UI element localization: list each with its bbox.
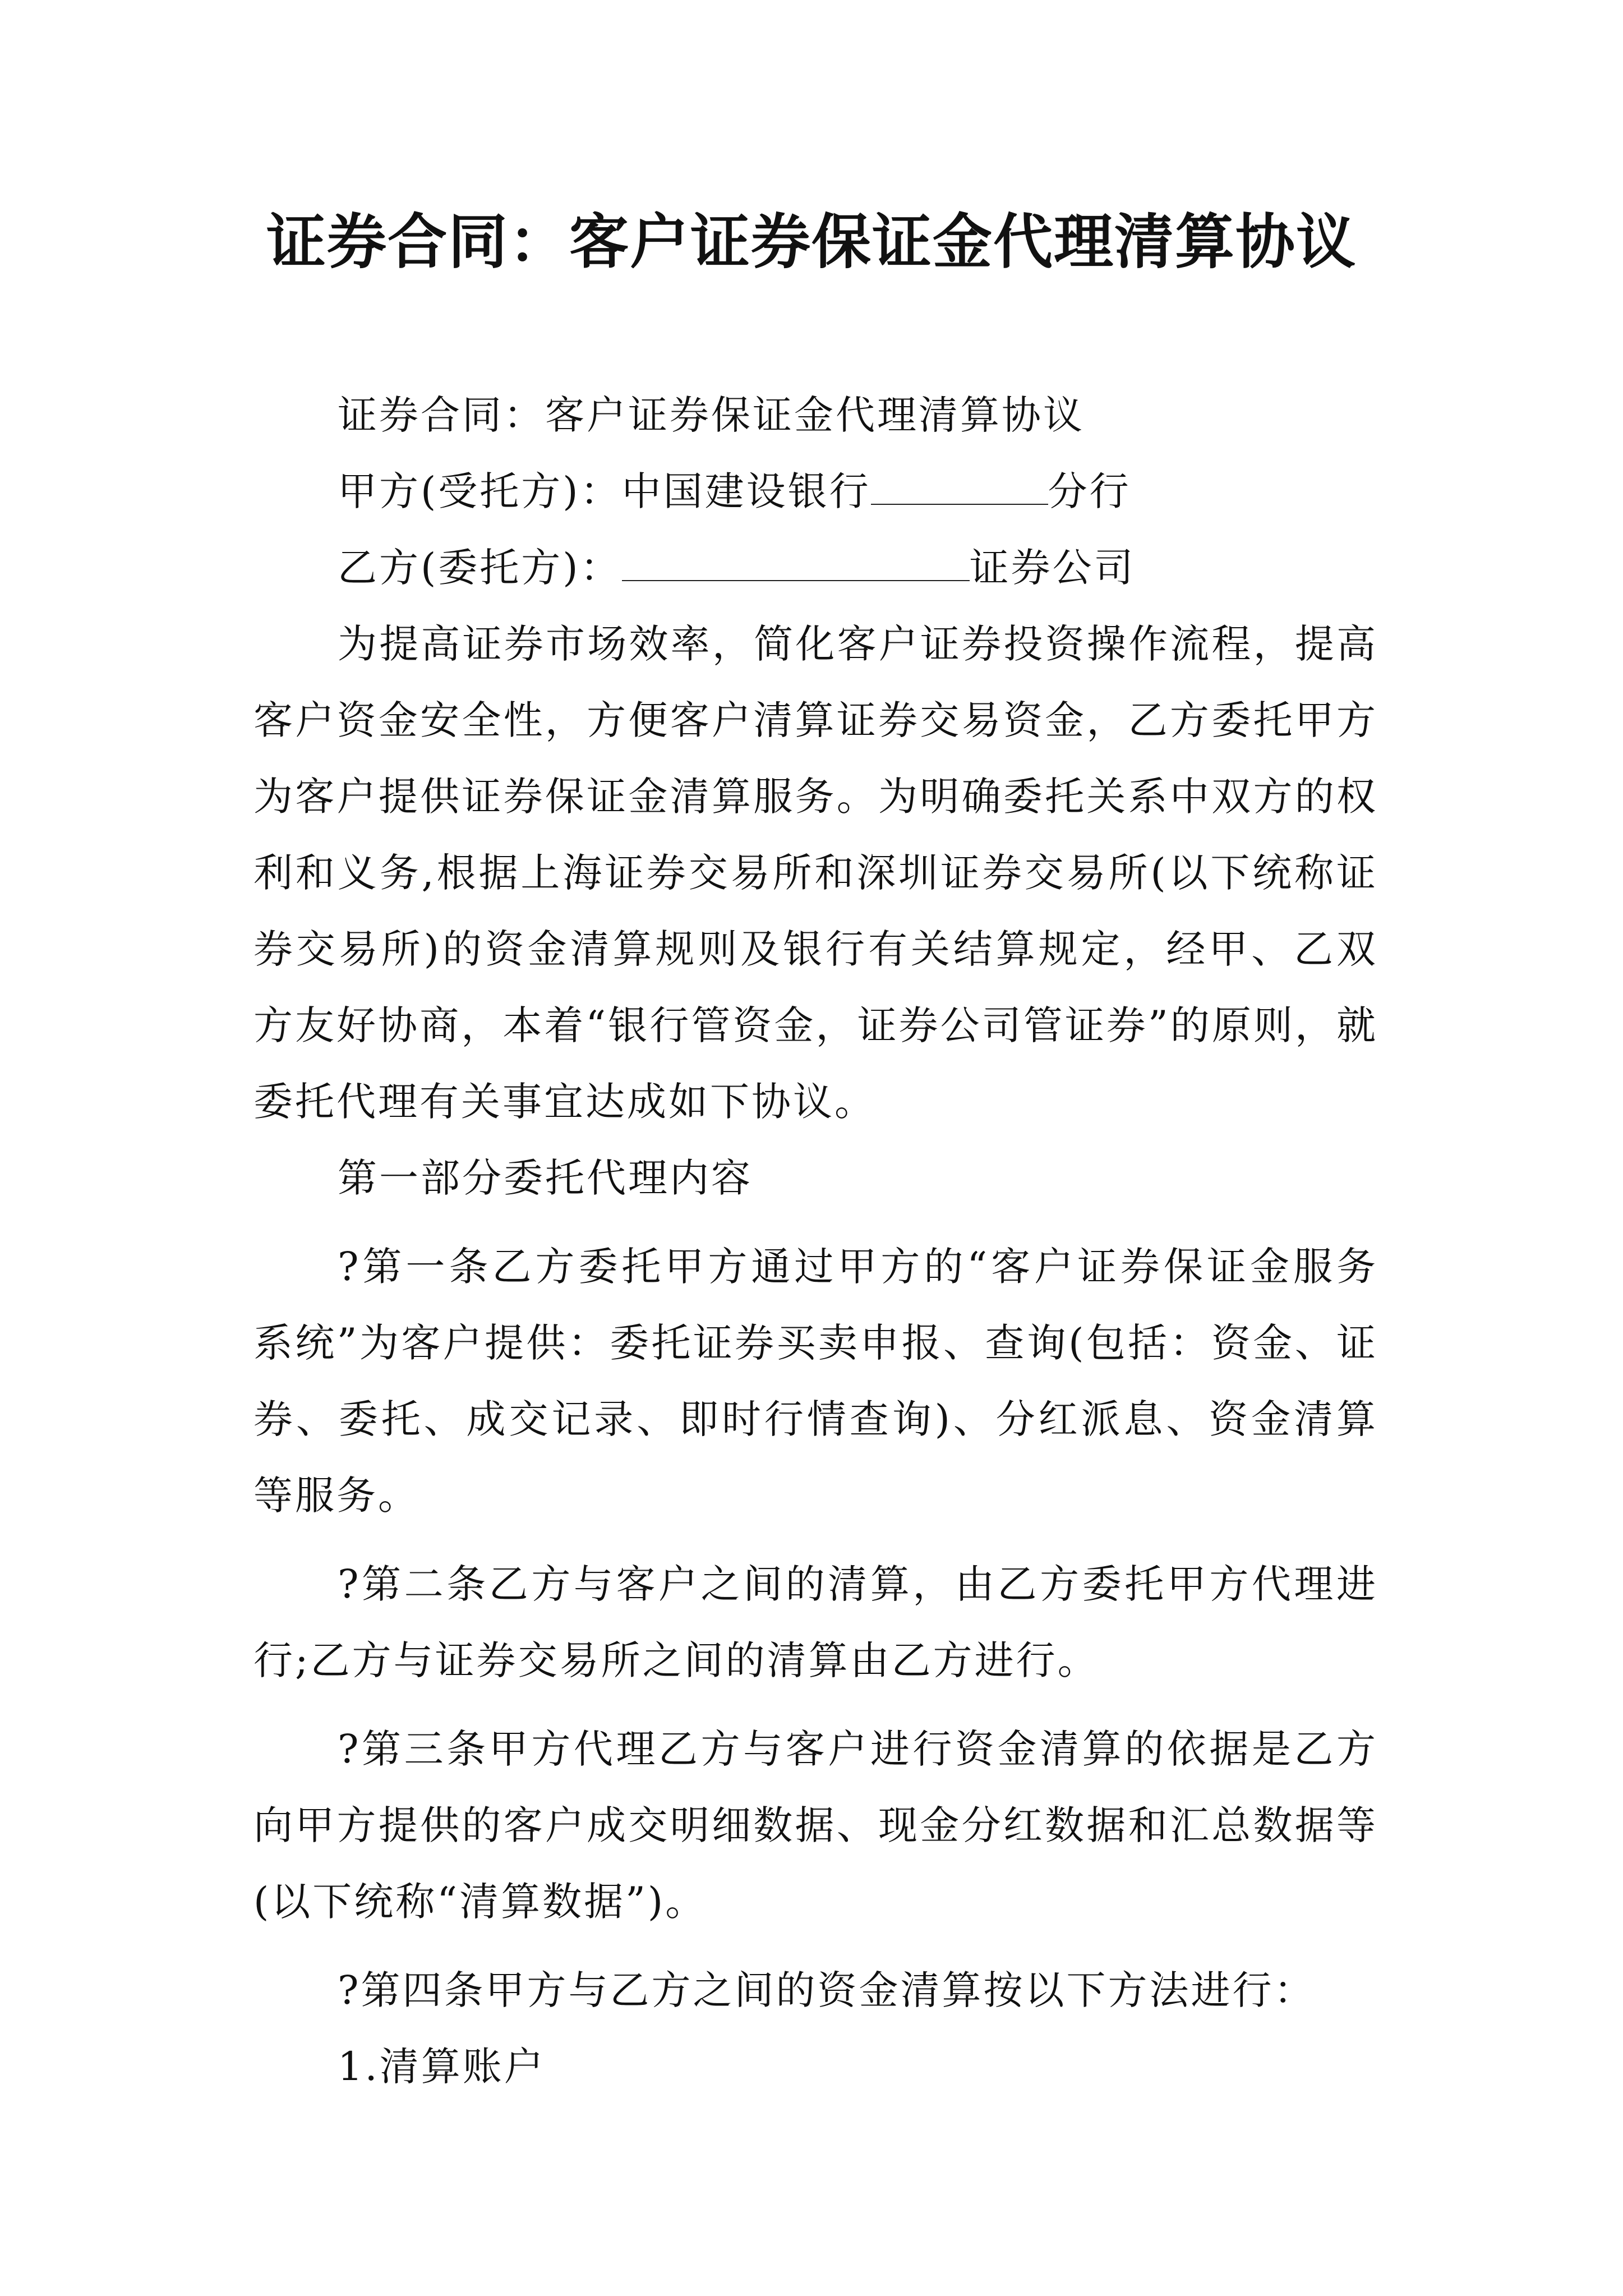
document-body (253, 377, 1378, 2105)
article-3-paragraph: ?第三条甲方代理乙方与客户进行资金清算的依据是乙方向甲方提供的客户成交明细数据、现金分红数据和汇总数据等(以下统称“清算数据”)。 (253, 1726, 1378, 1925)
document-title: 证券合同：客户证券保证金代理清算协议 (266, 208, 1357, 277)
party-a-blank (871, 467, 1048, 505)
party-a-suffix: 分行 (1048, 468, 1131, 514)
article-1-paragraph: ?第一条乙方委托甲方通过甲方的“客户证券保证金服务系统”为客户提供：委托证券买卖申报、查询(包括：资金、证券、委托、成交记录、即时行情查询)、分红派息、资金清算等服务。 (253, 1244, 1378, 1519)
preamble-paragraph: 为提高证券市场效率，简化客户证券投资操作流程，提高客户资金安全性，方便客户清算证券交易资金，乙方委托甲方为客户提供证券保证金清算服务。为明确委托关系中双方的权利和义务,根据上海证券交易所和深圳证券交易所(以下统称证券交易所)的资金清算规则及银行有关结算规定，经甲、乙双方友好协商，本着“银行管资金，证券公司管证券”的原则，就委托代理有关事宜达成如下协议。 (253, 621, 1378, 1125)
article-4-paragraph: ?第四条甲方与乙方之间的资金清算按以下方法进行： (338, 1967, 1316, 2013)
party-b-prefix: 乙方(委托方)： (338, 545, 622, 591)
party-b-blank (622, 543, 970, 581)
party-a-line (253, 453, 1378, 530)
party-a-prefix: 甲方(受托方)：中国建设银行 (338, 468, 871, 514)
article-2-paragraph: ?第二条乙方与客户之间的清算，由乙方委托甲方代理进行;乙方与证券交易所之间的清算由乙方进行。 (253, 1561, 1378, 1683)
item-1-line: 1.清算账户 (338, 2044, 546, 2090)
party-b-suffix: 证券公司 (969, 545, 1136, 591)
part-one-heading: 第一部分委托代理内容 (338, 1155, 753, 1201)
subtitle-line: 证券合同：客户证券保证金代理清算协议 (338, 392, 1085, 438)
party-b-line (253, 530, 1378, 606)
